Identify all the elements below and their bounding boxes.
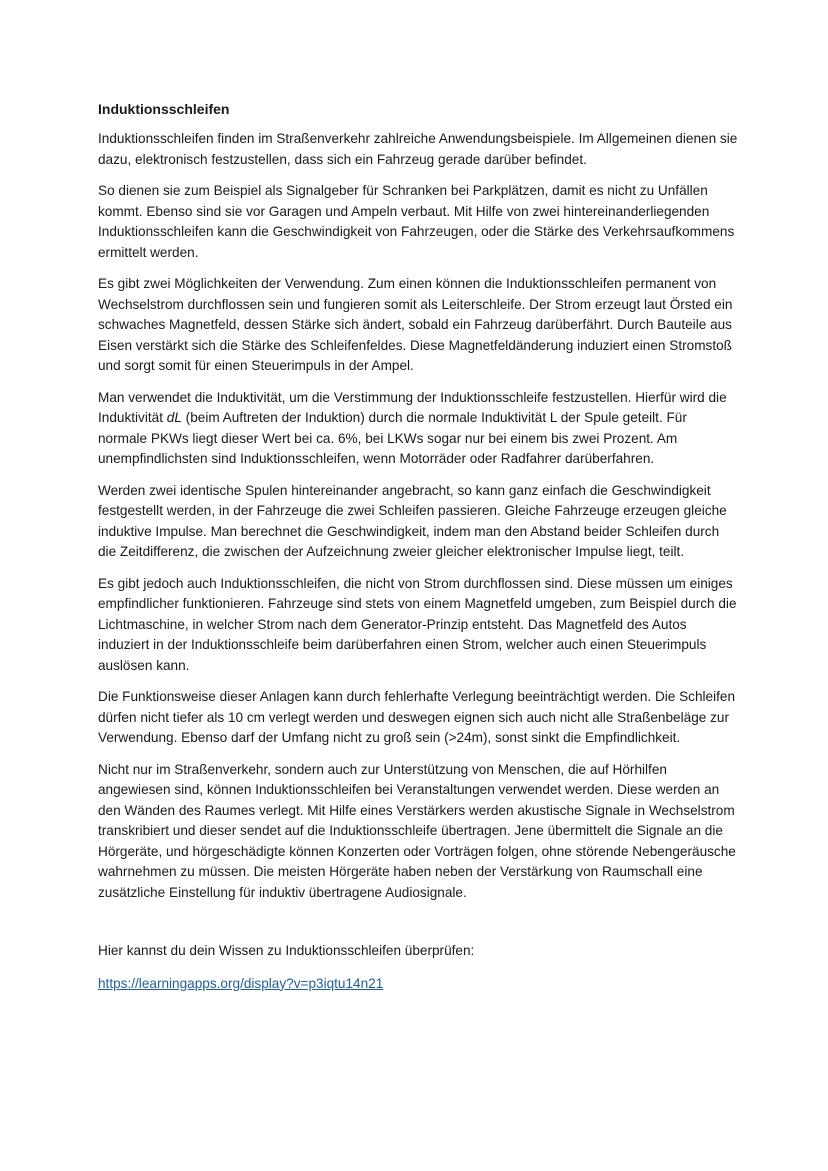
document-title: Induktionsschleifen [98, 101, 230, 117]
paragraph-passive-loops: Es gibt jedoch auch Induktionsschleifen, die nicht von Strom durchflossen sind. Diese müssen um einiges empfindlicher funktionieren. Fahrzeuge sind stets von einem Magnetfeld umgeben, zum Beispiel durch die Lichtmaschine, in welcher Strom nach dem Generator-Prinzip entsteht. Das Magnetfeld des Autos induziert in der Induktionsschleife beim darüberfahren einen Strom, welcher auch einen Steuerimpuls auslösen kann. [98, 575, 737, 673]
quiz-link[interactable]: https://learningapps.org/display?v=p3iqtu14n21 [98, 975, 384, 991]
paragraph-examples: So dienen sie zum Beispiel als Signalgeber für Schranken bei Parkplätzen, damit es nicht zu Unfällen kommt. Ebenso sind sie vor Garagen und Ampeln verbaut. Mit Hilfe von zwei hintereinanderliegenden Induktionsschleifen kann die Geschwindigkeit von Fahrzeugen, oder die Stärke des Verkehrsaufkommens ermittelt werden. [98, 183, 735, 260]
paragraph-installation: Die Funktionsweise dieser Anlagen kann durch fehlerhafte Verlegung beeinträchtigt werden. Die Schleifen dürfen nicht tiefer als 10 cm verlegt werden und deswegen eignen sich auch nicht alle Straßenbeläge zur Verwendung. Ebenso darf der Umfang nicht zu groß sein (>24m), sonst sinkt die Empfindlichkeit. [98, 689, 736, 745]
document-page [98, 99, 738, 994]
paragraph-speed: Werden zwei identische Spulen hintereinander angebracht, so kann ganz einfach die Geschwindigkeit festgestellt werden, in der Fahrzeuge die zwei Schleifen passieren. Gleiche Fahrzeuge erzeugen gleiche induktive Impulse. Man berechnet die Geschwindigkeit, indem man den Abstand beider Schleifen durch die Zeitdifferenz, die zwischen der Aufzeichnung zweier gleicher elektronischer Impulse liegt, teilt. [98, 482, 727, 559]
inductance-symbol: dL [166, 410, 182, 425]
paragraph-usage: Es gibt zwei Möglichkeiten der Verwendung. Zum einen können die Induktionsschleifen permanent von Wechselstrom durchflossen sein und fungieren somit als Leiterschleife. Der Strom erzeugt laut Örsted ein schwaches Magnetfeld, dessen Stärke sich ändert, sobald ein Fahrzeug darüberfährt. Durch Bauteile aus Eisen verstärkt sich die Stärke des Schleifenfeldes. Diese Magnetfeldänderung induziert einen Stromstoß und sorgt somit für einen Steuerimpuls in der Ampel. [98, 276, 733, 373]
paragraph-inductance-part2: (beim Auftreten der Induktion) durch die normale Induktivität L der Spule geteilt. Für normale PKWs liegt dieser Wert bei ca. 6%, bei LKWs sogar nur bei einem bis zwei Prozent. Am unempfindlichsten sind Induktionsschleifen, wenn Motorräder oder Radfahrer darüberfahren. [98, 410, 687, 466]
paragraph-hearing-aids: Nicht nur im Straßenverkehr, sondern auch zur Unterstützung von Menschen, die auf Hörhilfen angewiesen sind, können Induktionsschleifen bei Veranstaltungen verwendet werden. Diese werden an den Wänden des Raumes verlegt. Mit Hilfe eines Verstärkers werden akustische Signale in Wechselstrom transkribiert und dieser sendet auf die Induktionsschleife übertragen. Jene übermittelt die Signale an die Hörgeräte, und hörgeschädigte können Konzerten oder Vorträgen folgen, ohne störende Nebengeräusche wahrnehmen zu müssen. Die meisten Hörgeräte haben neben der Verstärkung von Raumschall eine zusätzliche Einstellung für induktiv übertragene Audiosignale. [98, 761, 736, 900]
quiz-prompt: Hier kannst du dein Wissen zu Induktionsschleifen überprüfen: [98, 943, 475, 958]
paragraph-inductance [98, 388, 738, 470]
paragraph-intro: Induktionsschleifen finden im Straßenverkehr zahlreiche Anwendungsbeispiele. Im Allgemeinen dienen sie dazu, elektronisch festzustellen, dass sich ein Fahrzeug gerade darüber befindet. [98, 131, 738, 167]
paragraph-inductance-part1: Man verwendet die Induktivität, um die Verstimmung der Induktionsschleife festzustellen. Hierfür wird die Induktivität [98, 389, 727, 425]
